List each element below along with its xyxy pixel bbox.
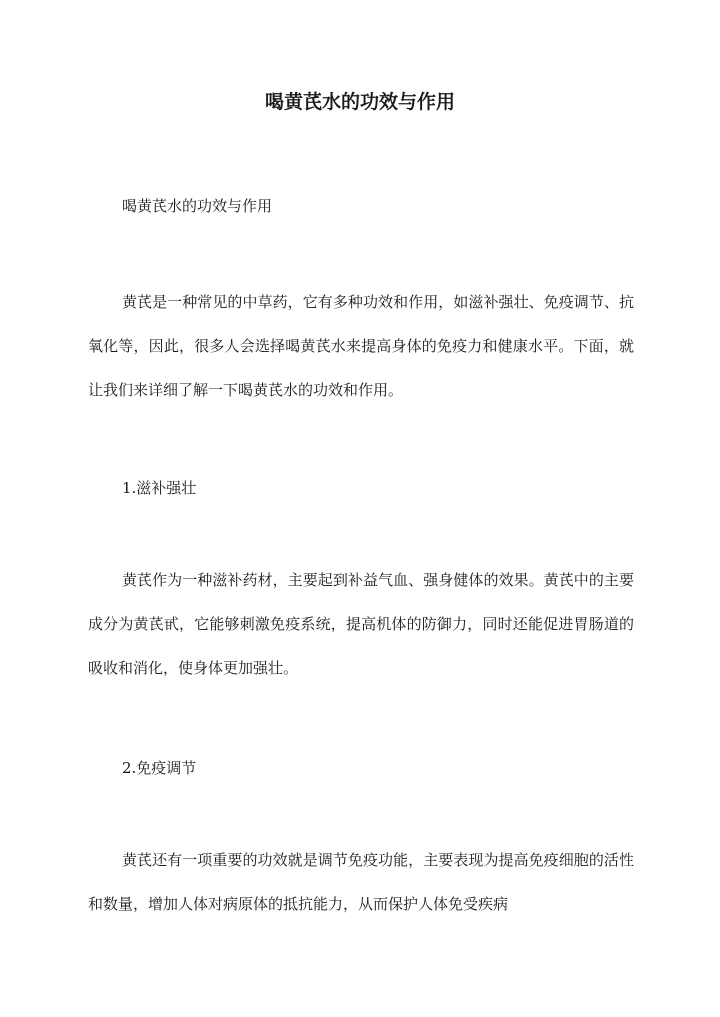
document-subtitle: 喝黄芪水的功效与作用 (122, 197, 273, 215)
section-heading-immunity: 2.免疫调节 (122, 759, 197, 777)
section-body-nourishing: 黄芪作为一种滋补药材，主要起到补益气血、强身健体的效果。黄芪中的主要成分为黄芪甙，它能够刺激免疫系统，提高机体的防御力，同时还能促进胃肠道的吸收和消化，使身体更加强壮。 (88, 571, 634, 677)
intro-paragraph: 黄芪是一种常见的中草药，它有多种功效和作用，如滋补强壮、免疫调节、抗氧化等，因此，很多人会选择喝黄芪水来提高身体的免疫力和健康水平。下面，就让我们来详细了解一下喝黄芪水的功效和作用。 (88, 293, 634, 399)
document-title: 喝黄芪水的功效与作用 (264, 91, 455, 113)
section-body-immunity: 黄芪还有一项重要的功效就是调节免疫功能，主要表现为提高免疫细胞的活性和数量，增加人体对病原体的抵抗能力，从而保护人体免受疾病 (88, 851, 634, 913)
section-heading-nourishing: 1.滋补强壮 (122, 479, 197, 497)
